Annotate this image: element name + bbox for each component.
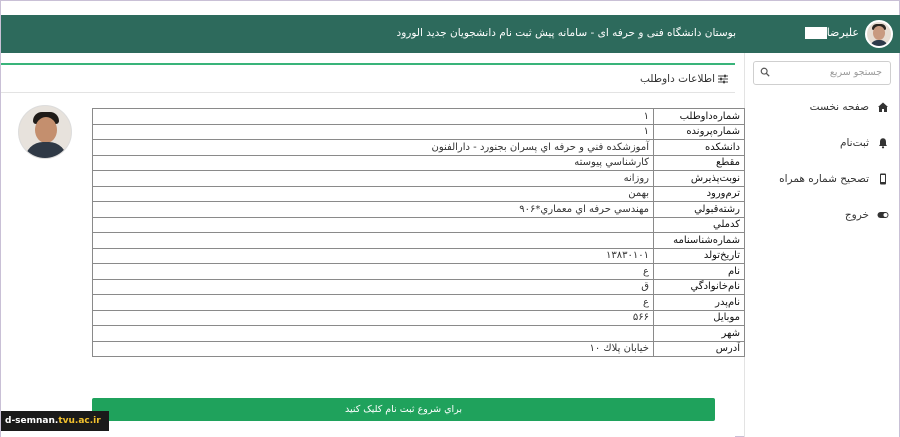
- table-row: [93, 202, 745, 218]
- search-placeholder: جستجو سریع: [829, 67, 882, 78]
- field-label: نام‌خانوادگي: [654, 279, 745, 295]
- sidebar-item-label: خروج: [844, 209, 869, 221]
- home-icon: [877, 101, 889, 113]
- field-label: دانشکده: [654, 140, 745, 156]
- field-value: روزانه: [93, 171, 654, 187]
- field-label: شهر: [654, 326, 745, 342]
- field-label: شماره‌داوطلب: [654, 109, 745, 125]
- tab-applicant-info[interactable]: [1, 65, 735, 93]
- field-value: ۱: [93, 124, 654, 140]
- field-label: نوبت‌پذيرش: [654, 171, 745, 187]
- table-row: [93, 233, 745, 249]
- field-label: آدرس: [654, 341, 745, 357]
- bell-icon: [877, 137, 889, 149]
- table-row: [93, 264, 745, 280]
- field-label: تاريخ‌تولد: [654, 248, 745, 264]
- field-label: شماره‌شناسنامه: [654, 233, 745, 249]
- field-value: [93, 233, 654, 249]
- applicant-photo: [18, 105, 72, 159]
- tab-label: اطلاعات داوطلب: [639, 73, 715, 85]
- sidebar-item-label: ثبت‌نام: [839, 137, 869, 149]
- search-input[interactable]: [753, 61, 891, 85]
- field-label: نام: [654, 264, 745, 280]
- watermark-domain: tvu.ac.ir: [58, 416, 101, 426]
- table-row: [93, 171, 745, 187]
- avatar-face: [873, 26, 885, 40]
- start-registration-button[interactable]: براي شروع ثبت نام کليک کنيد: [92, 398, 715, 421]
- field-value: ع: [93, 295, 654, 311]
- field-value: ۱۳۸۳۰۱۰۱: [93, 248, 654, 264]
- field-value: [93, 217, 654, 233]
- sidebar-item-fix-mobile[interactable]: [744, 165, 899, 195]
- mobile-icon: [877, 173, 889, 185]
- field-value: [93, 326, 654, 342]
- table-row: [93, 341, 745, 357]
- table-row: [93, 109, 745, 125]
- sidebar-item-register[interactable]: [744, 129, 899, 159]
- field-label: کدملي: [654, 217, 745, 233]
- sidebar: [744, 53, 899, 437]
- field-value: کارشناسي پيوسته: [93, 155, 654, 171]
- username-text: علیرضا: [826, 26, 859, 39]
- search-icon[interactable]: [760, 67, 770, 77]
- field-label: شماره‌پرونده: [654, 124, 745, 140]
- avatar-shirt: [870, 40, 888, 48]
- field-value: ع: [93, 264, 654, 280]
- table-row: [93, 326, 745, 342]
- table-row: [93, 295, 745, 311]
- field-value: مهندسي حرفه اي معماري*۹۰۶: [93, 202, 654, 218]
- toggle-icon: [877, 209, 889, 221]
- table-row: [93, 124, 745, 140]
- sidebar-item-home[interactable]: [744, 93, 899, 123]
- table-row: [93, 279, 745, 295]
- user-avatar[interactable]: [865, 20, 893, 48]
- sidebar-item-logout[interactable]: [744, 201, 899, 231]
- field-value: ۱: [93, 109, 654, 125]
- field-value: آموزشکده فني و حرفه اي پسران بجنورد - دارالفنون: [93, 140, 654, 156]
- field-label: رشته‌قبولي: [654, 202, 745, 218]
- table-row: [93, 217, 745, 233]
- site-watermark: [1, 411, 109, 431]
- field-value: ق: [93, 279, 654, 295]
- field-value: ۵۶۶: [93, 310, 654, 326]
- table-row: [93, 140, 745, 156]
- watermark-prefix: d-semnan.: [5, 416, 59, 426]
- table-row: [93, 186, 745, 202]
- page-title: بوستان دانشگاه فنی و حرفه ای - سامانه پیش ثبت نام دانشجویان جدید الورود: [396, 27, 736, 39]
- sidebar-item-label: صفحه نخست: [809, 101, 869, 113]
- top-header: [1, 15, 900, 53]
- field-value: خيابان پلاك ۱۰: [93, 341, 654, 357]
- field-label: نام‌پدر: [654, 295, 745, 311]
- username-redaction: [805, 27, 827, 39]
- table-row: [93, 155, 745, 171]
- username[interactable]: [803, 26, 859, 39]
- field-label: ترم‌ورود: [654, 186, 745, 202]
- table-row: [93, 310, 745, 326]
- field-label: موبايل: [654, 310, 745, 326]
- table-row: [93, 248, 745, 264]
- sliders-icon: [717, 73, 729, 85]
- field-value: بهمن: [93, 186, 654, 202]
- applicant-info-table: [92, 108, 745, 357]
- sidebar-item-label: تصحیح شماره همراه: [779, 173, 869, 185]
- field-label: مقطع: [654, 155, 745, 171]
